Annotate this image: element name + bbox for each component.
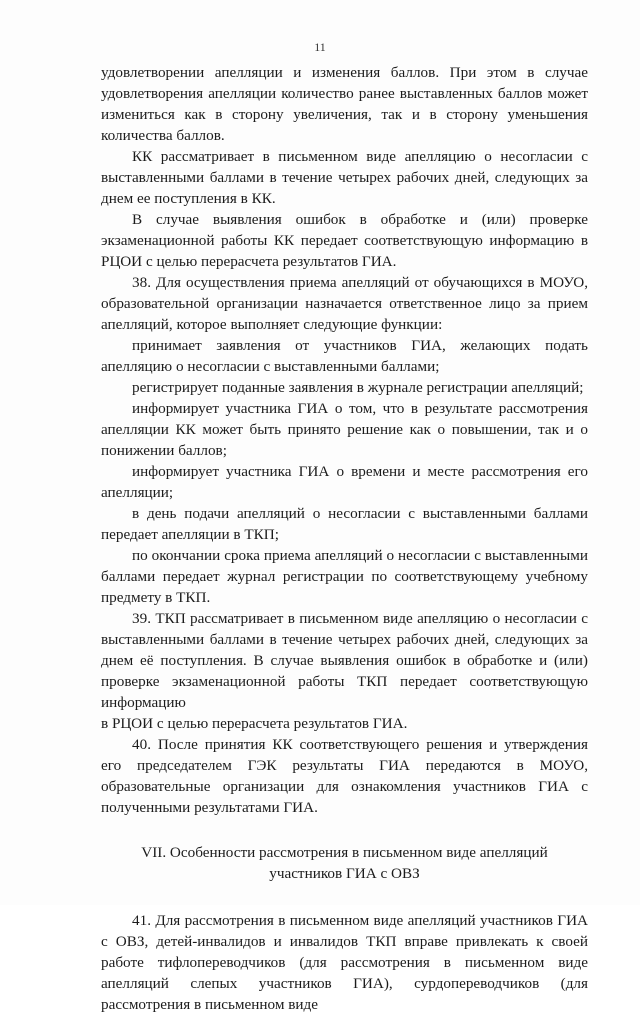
- function-item: в день подачи апелляций о несогласии с выставленными баллами передает апелляции в ТКП;: [101, 505, 588, 543]
- function-item: регистрирует поданные заявления в журнале регистрации апелляций;: [132, 379, 584, 396]
- paragraph-continuation: удовлетворении апелляции и изменения баллов. При этом в случае удовлетворения апелляции количество ранее выставленных баллов может измениться как в сторону увеличения, так и в сторону уменьшения количества баллов.: [101, 64, 588, 144]
- section-heading: [101, 842, 588, 884]
- paragraph-39-continuation: в РЦОИ с целью перерасчета результатов ГИА.: [101, 715, 408, 732]
- paragraph-40: 40. После принятия КК соответствующего решения и утверждения его председателем ГЭК результаты ГИА передаются в МОУО, образовательные организации для ознакомления участников ГИА с полученными результатами ГИА.: [101, 736, 588, 816]
- paragraph-39: 39. ТКП рассматривает в письменном виде апелляцию о несогласии с выставленными баллами в течение четырех рабочих дней, следующих за днем её поступления. В случае выявления ошибок в обработке и (или) проверке экзаменационной работы ТКП передает соответствующую информацию: [101, 610, 588, 711]
- function-item: информирует участника ГИА о времени и месте рассмотрения его апелляции;: [101, 463, 588, 501]
- section-heading-line-1: VII. Особенности рассмотрения в письменном виде апелляций: [141, 844, 548, 861]
- document-body: [101, 62, 588, 1015]
- paragraph-kk-errors: В случае выявления ошибок в обработке и (или) проверке экзаменационной работы КК передает соответствующую информацию в РЦОИ с целью перерасчета результатов ГИА.: [101, 211, 588, 270]
- page-number: 11: [314, 40, 326, 54]
- function-item: по окончании срока приема апелляций о несогласии с выставленными баллами передает журнал регистрации по соответствующему учебному предмету в ТКП.: [101, 547, 588, 606]
- section-heading-line-2: участников ГИА с ОВЗ: [269, 865, 420, 882]
- paragraph-38: 38. Для осуществления приема апелляций от обучающихся в МОУО, образовательной организации назначается ответственное лицо за прием апелляций, которое выполняет следующие функции:: [101, 274, 588, 333]
- function-item: принимает заявления от участников ГИА, желающих подать апелляцию о несогласии с выставленными баллами;: [101, 337, 588, 375]
- function-item: информирует участника ГИА о том, что в результате рассмотрения апелляции КК может быть принято решение как о повышении, так и о понижении баллов;: [101, 400, 588, 459]
- paragraph-kk-review: КК рассматривает в письменном виде апелляцию о несогласии с выставленными баллами в течение четырех рабочих дней, следующих за днем ее поступления в КК.: [101, 148, 588, 207]
- paragraph-41: 41. Для рассмотрения в письменном виде апелляций участников ГИА с ОВЗ, детей-инвалидов и инвалидов ТКП вправе привлекать к своей работе тифлопереводчиков (для рассмотрения в письменном виде апелляций слепых участников ГИА), сурдопереводчиков (для рассмотрения в письменном виде: [101, 912, 588, 1013]
